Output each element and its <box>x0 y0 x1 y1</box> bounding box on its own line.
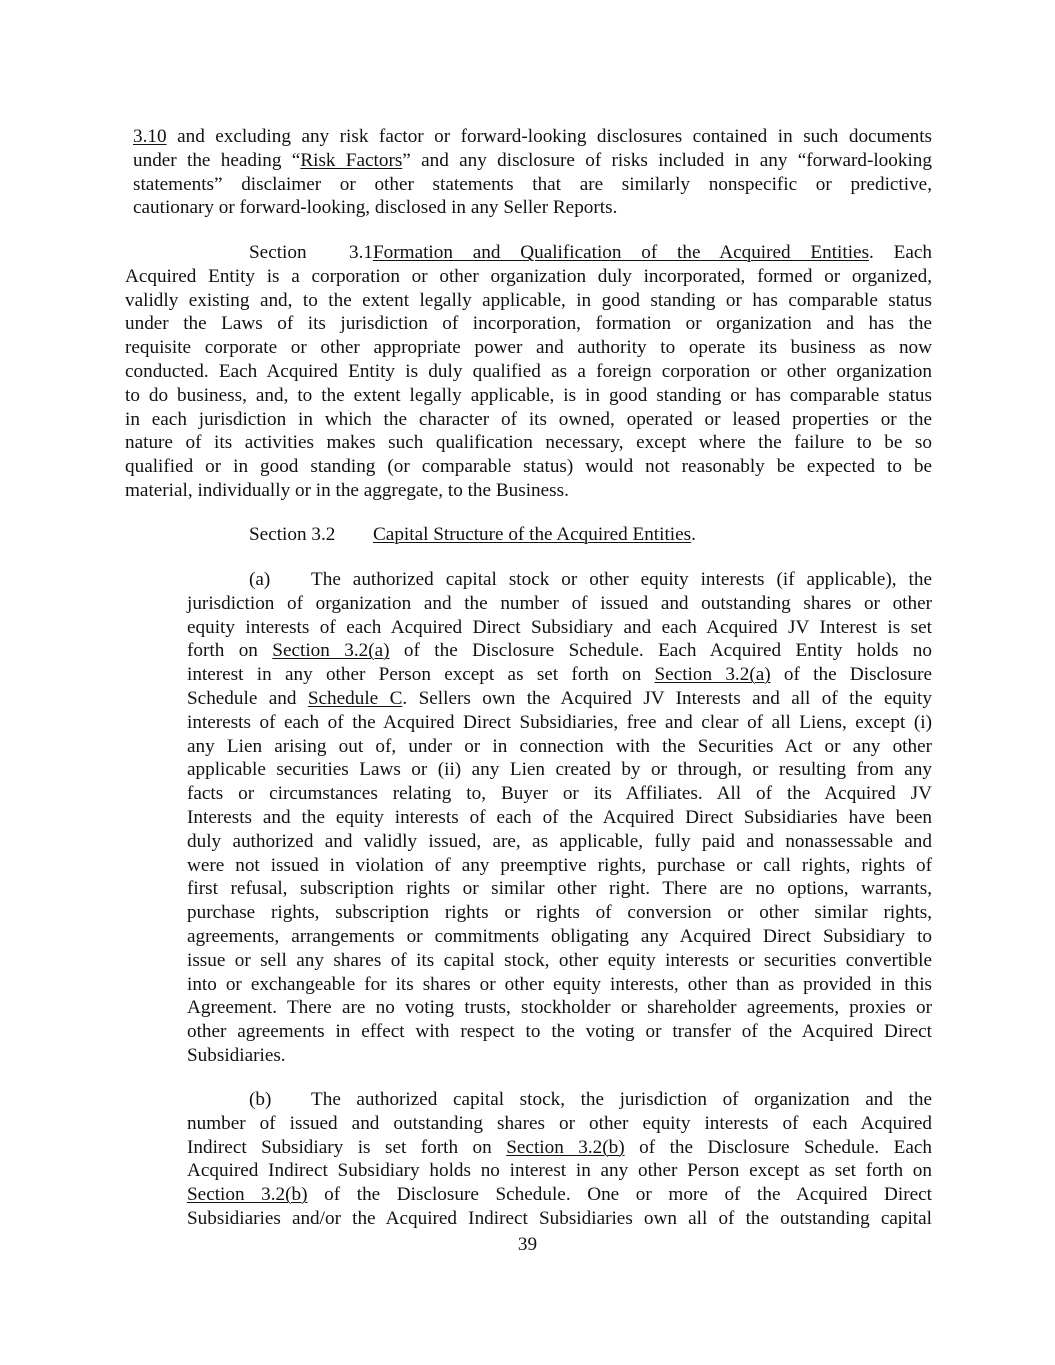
text-run: The authorized capital stock, the jurisdiction of organization and the <box>311 1089 932 1110</box>
text-line <box>187 639 932 663</box>
text-line: issue or sell any shares of its capital stock, other equity interests or securities convertible <box>187 949 932 971</box>
subsection-first-line <box>187 568 932 592</box>
page-number: 39 <box>517 1234 538 1255</box>
text-line: conducted. Each Acquired Entity is duly qualified as a foreign corporation or other organization <box>125 360 932 382</box>
text-run: Indirect Subsidiary is set forth on <box>187 1136 507 1158</box>
text-run: of the Disclosure Schedule. Each Acquired Entity holds no <box>389 640 932 662</box>
continuation-paragraph <box>133 125 932 220</box>
text-run: Schedule and <box>187 687 308 709</box>
text-line: jurisdiction of organization and the number of issued and outstanding shares or other <box>187 592 932 614</box>
text-run: . Each <box>869 242 932 263</box>
section-heading-line <box>125 523 932 547</box>
text-run: of the Disclosure <box>770 664 932 686</box>
text-run: and excluding any risk factor or forward-looking disclosures contained in such documents <box>166 126 932 147</box>
text-run: interest in any other Person except as set forth on <box>187 664 655 686</box>
text-line <box>187 663 932 687</box>
text-line: number of issued and outstanding shares or other equity interests of each Acquired <box>187 1112 932 1134</box>
text-line: any Lien arising out of, under or in connection with the Securities Act or any other <box>187 735 932 757</box>
cross-reference-link[interactable]: Section 3.2(a) <box>654 664 771 686</box>
text-line <box>187 1136 932 1160</box>
text-line: purchase rights, subscription rights or rights of conversion or other similar rights, <box>187 902 932 924</box>
text-line: statements” disclaimer or other statements that are similarly nonspecific or predictive, <box>133 173 932 195</box>
text-line: agreements, arrangements or commitments obligating any Acquired Direct Subsidiary to <box>187 925 932 947</box>
text-line <box>133 149 932 173</box>
text-line: material, individually or in the aggregate, to the Business. <box>125 479 569 501</box>
text-line: Acquired Indirect Subsidiary holds no interest in any other Person except as set forth on <box>187 1160 932 1182</box>
subsection-label: (b) <box>249 1089 272 1110</box>
section-number: Section 3.1 <box>249 242 373 263</box>
text-line: Acquired Entity is a corporation or other organization duly incorporated, formed or organized, <box>125 265 932 287</box>
text-line: requisite corporate or other appropriate power and authority to operate its business as now <box>125 337 932 359</box>
text-line: into or exchangeable for its shares or other equity interests, other than as provided in this <box>187 973 932 995</box>
text-line: equity interests of each Acquired Direct Subsidiary and each Acquired JV Interest is set <box>187 616 932 638</box>
text-run: forth on <box>187 640 273 662</box>
text-run: of the Disclosure Schedule. Each <box>624 1136 933 1158</box>
subsection-b <box>187 1088 932 1231</box>
section-heading-line <box>125 241 932 265</box>
text-run: of the Disclosure Schedule. One or more of the Acquired Direct <box>307 1184 932 1206</box>
text-line <box>187 687 932 711</box>
text-line: validly existing and, to the extent legally applicable, in good standing or has comparable status <box>125 289 932 311</box>
section-3-2 <box>125 523 932 547</box>
text-line: were not issued in violation of any preemptive rights, purchase or call rights, rights of <box>187 854 932 876</box>
section-number: Section 3.2 <box>249 524 336 545</box>
text-line: cautionary or forward-looking, disclosed in any Seller Reports. <box>133 197 618 219</box>
subsection-a <box>187 568 932 1068</box>
section-heading: Formation and Qualification of the Acquired Entities <box>373 242 870 263</box>
text-line: nature of its activities makes such qualification necessary, except where the failure to be so <box>125 432 932 454</box>
text-line: first refusal, subscription rights or similar other right. There are no options, warrants, <box>187 878 932 900</box>
cross-reference-link[interactable]: Risk Factors <box>300 149 403 171</box>
text-line: Subsidiaries. <box>187 1044 286 1066</box>
text-line: other agreements in effect with respect to the voting or transfer of the Acquired Direct <box>187 1021 932 1043</box>
subsection-first-line <box>187 1088 932 1112</box>
subsection-label: (a) <box>249 569 271 590</box>
cross-reference-link[interactable]: Schedule C <box>307 687 403 709</box>
text-run: The authorized capital stock or other equity interests (if applicable), the <box>311 569 932 590</box>
text-line: to do business, and, to the extent legally applicable, is in good standing or has comparable status <box>125 384 932 406</box>
cross-reference-link[interactable]: Section 3.2(b) <box>506 1136 625 1158</box>
text-line: facts or circumstances relating to, Buyer or its Affiliates. All of the Acquired JV <box>187 783 932 805</box>
text-run: . <box>691 524 696 545</box>
cross-reference-link[interactable]: Section 3.2(b) <box>187 1184 308 1206</box>
text-line: in each jurisdiction in which the character of its owned, operated or leased properties or the <box>125 408 932 430</box>
text-line: interests of each of the Acquired Direct Subsidiaries, free and clear of all Liens, except (i) <box>187 711 932 733</box>
text-line: Interests and the equity interests of each of the Acquired Direct Subsidiaries have been <box>187 806 932 828</box>
cross-reference-link[interactable]: 3.10 <box>133 126 167 147</box>
text-line: under the Laws of its jurisdiction of incorporation, formation or organization and has the <box>125 313 932 335</box>
text-line: qualified or in good standing (or comparable status) would not reasonably be expected to be <box>125 456 932 478</box>
text-line: applicable securities Laws or (ii) any Lien created by or through, or resulting from any <box>187 759 932 781</box>
text-line: duly authorized and validly issued, are, as applicable, fully paid and nonassessable and <box>187 830 932 852</box>
text-run: ” and any disclosure of risks included in any “forward-looking <box>402 149 932 171</box>
text-line <box>187 1183 932 1207</box>
text-line <box>133 125 932 149</box>
text-run: under the heading “ <box>133 149 301 171</box>
text-run: . Sellers own the Acquired JV Interests and all of the equity <box>402 687 932 709</box>
text-line: Subsidiaries and/or the Acquired Indirect Subsidiaries own all of the outstanding capital <box>187 1207 932 1229</box>
section-heading: Capital Structure of the Acquired Entities <box>373 524 692 545</box>
section-3-1 <box>125 241 932 503</box>
cross-reference-link[interactable]: Section 3.2(a) <box>272 640 390 662</box>
text-line: Agreement. There are no voting trusts, stockholder or shareholder agreements, proxies or <box>187 997 932 1019</box>
